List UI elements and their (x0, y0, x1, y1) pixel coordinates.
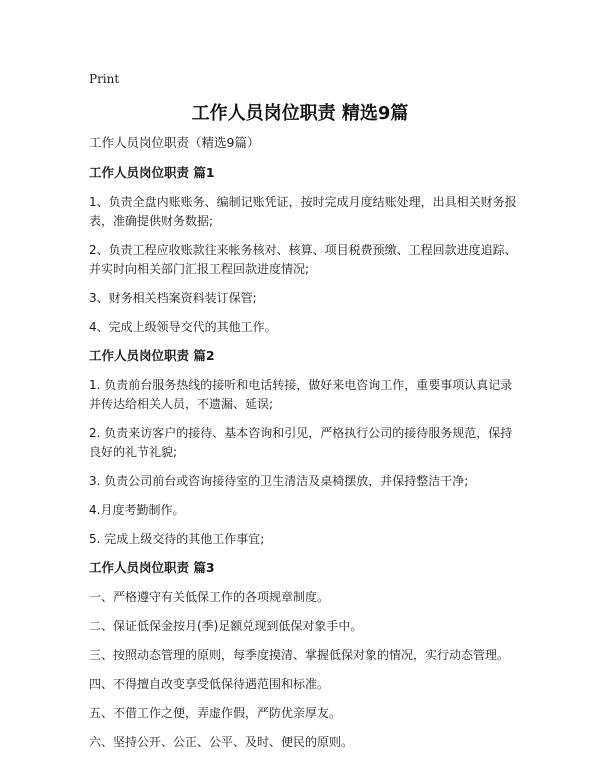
paragraph: 2、负责工程应收账款往来帐务核对、核算、项目税费预缴、工程回款进度追踪、并实时向相关部门汇报工程回款进度情况; (89, 243, 517, 276)
paragraph: 3、财务相关档案资料装订保管; (89, 291, 257, 305)
intro-line: 工作人员岗位职责（精选9篇） (89, 135, 260, 150)
paragraph: 5. 完成上级交待的其他工作事宜; (89, 532, 265, 546)
paragraph: 五、不借工作之便，弄虚作假，严防优亲厚友。 (89, 706, 342, 720)
paragraph: 六、坚持公开、公正、公平、及时、便民的原则。 (89, 735, 354, 749)
section-heading-3: 工作人员岗位职责 篇3 (89, 560, 215, 575)
paragraph: 3. 负责公司前台或咨询接待室的卫生清洁及桌椅摆放，并保持整洁干净; (89, 474, 469, 488)
paragraph: 三、按照动态管理的原则，每季度摸清、掌握低保对象的情况，实行动态管理。 (89, 648, 510, 662)
document-title: 工作人员岗位职责 精选9篇 (191, 103, 409, 124)
section-heading-2: 工作人员岗位职责 篇2 (89, 348, 215, 363)
paragraph: 1. 负责前台服务热线的接听和电话转接，做好来电咨询工作，重要事项认真记录并传达给相关人员，不遗漏、延误; (89, 378, 513, 411)
paragraph: 一、严格遵守有关低保工作的各项规章制度。 (89, 590, 330, 604)
document-body (89, 134, 521, 762)
paragraph: 2. 负责来访客户的接待、基本咨询和引见，严格执行公司的接待服务规范，保持良好的礼节礼貌; (89, 426, 513, 459)
paragraph: 4.月度考勤制作。 (89, 503, 185, 517)
print-label: Print (89, 72, 120, 86)
paragraph: 四、不得擅自改变享受低保待遇范围和标准。 (89, 677, 330, 691)
paragraph: 4、完成上级领导交代的其他工作。 (89, 320, 277, 334)
section-heading-1: 工作人员岗位职责 篇1 (89, 165, 215, 180)
paragraph: 二、保证低保金按月(季)足额兑现到低保对象手中。 (89, 619, 363, 633)
paragraph: 1、负责全盘内账账务、编制记账凭证，按时完成月度结账处理，出具相关财务报表，准确提供财务数据; (89, 195, 517, 228)
